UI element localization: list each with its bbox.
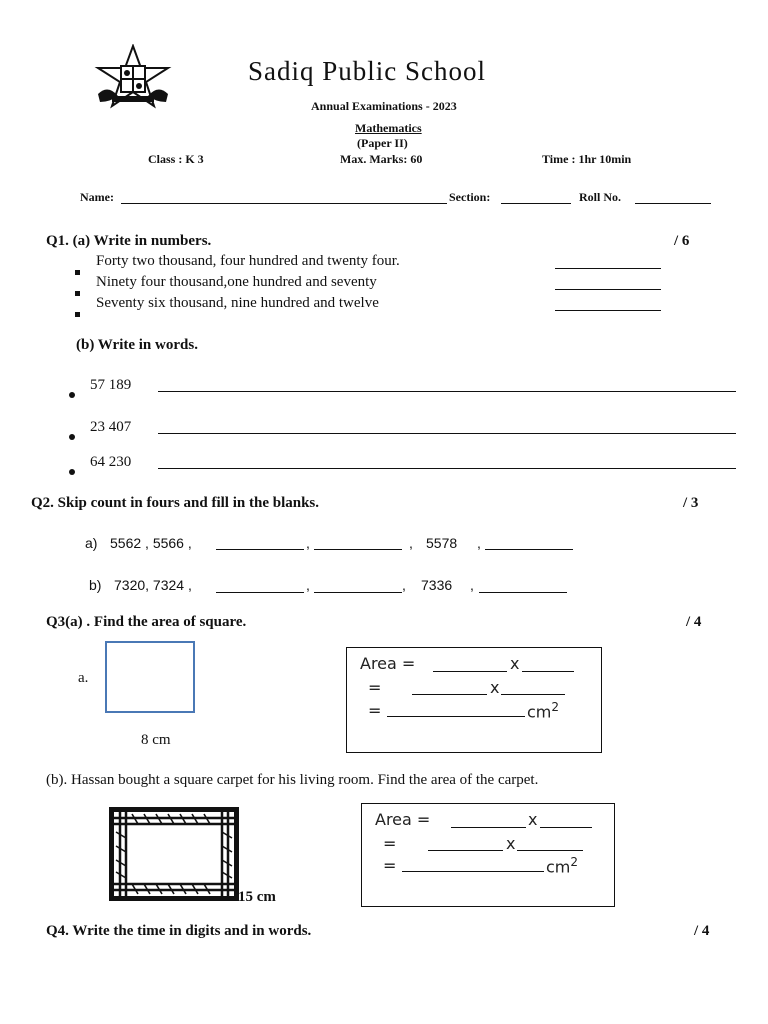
q2a-sep: , (409, 535, 413, 551)
formula-b-unit (546, 855, 578, 876)
q4-title: Q4. Write the time in digits and in words. (46, 923, 312, 939)
q2-marks: / 3 (683, 495, 699, 511)
formula-a-eq: = (368, 678, 382, 697)
q2a-label: a) (85, 535, 98, 551)
max-marks: Max. Marks: 60 (340, 152, 423, 166)
q1-item-1: Forty two thousand, four hundred and twenty four. (96, 253, 400, 269)
class-label: Class : K 3 (148, 152, 204, 166)
q1-answer-2[interactable] (555, 289, 661, 290)
formula-a-unit (527, 700, 559, 721)
formula-a-blank-1[interactable] (433, 671, 507, 672)
bullet-square (75, 302, 80, 321)
carpet-side-label: 15 cm (238, 889, 276, 905)
formula-a-blank-4[interactable] (501, 694, 565, 695)
formula-b-eq: = (383, 834, 397, 853)
unit-power: 2 (570, 855, 579, 869)
subject: Mathematics (355, 121, 422, 135)
formula-b-blank-3[interactable] (428, 850, 503, 851)
bullet-square (75, 281, 80, 300)
q2b-sep: , (306, 577, 310, 593)
formula-a-x: x (490, 678, 500, 697)
q3-title: Q3(a) . Find the area of square. (46, 614, 247, 630)
q2b-given: 7320, 7324 , (114, 577, 192, 593)
q1-marks: / 6 (674, 233, 690, 249)
q1b-item-2: 23 407 (90, 419, 132, 435)
q1-item-2: Ninety four thousand,one hundred and seventy (96, 274, 377, 290)
q1-title: Q1. (a) Write in numbers. (46, 233, 212, 249)
formula-a-x: x (510, 654, 520, 673)
q2b-blank-1[interactable] (216, 592, 304, 593)
name-field[interactable] (121, 203, 447, 204)
exam-title: Annual Examinations - 2023 (311, 99, 457, 113)
formula-a-blank-5[interactable] (387, 716, 525, 717)
bullet-dot (69, 383, 75, 402)
time-label: Time : 1hr 10min (542, 152, 632, 166)
formula-a-blank-3[interactable] (412, 694, 487, 695)
formula-b-blank-2[interactable] (540, 827, 592, 828)
formula-a-eq: = (368, 701, 382, 720)
q2b-label: b) (89, 577, 102, 593)
q1b-title: (b) Write in words. (76, 337, 198, 353)
name-label: Name: (80, 190, 114, 204)
q2b-sep: , (470, 577, 474, 593)
formula-b-area: Area = (375, 810, 431, 829)
square-side-label: 8 cm (141, 732, 171, 748)
q2a-blank-2[interactable] (314, 549, 402, 550)
q2b-blank-3[interactable] (479, 592, 567, 593)
paper: (Paper II) (357, 136, 408, 150)
q2b-blank-2[interactable] (314, 592, 402, 593)
roll-label: Roll No. (579, 190, 621, 204)
unit-power: 2 (551, 700, 560, 714)
school-logo (94, 44, 172, 110)
q1-item-3: Seventy six thousand, nine hundred and twelve (96, 295, 379, 311)
formula-a-area: Area = (360, 654, 416, 673)
bullet-dot (69, 460, 75, 479)
q1b-answer-3[interactable] (158, 468, 736, 469)
q1-answer-1[interactable] (555, 268, 661, 269)
section-label: Section: (449, 190, 491, 204)
q4-marks: / 4 (694, 923, 710, 939)
q2b-known: 7336 (421, 577, 453, 593)
formula-b-eq: = (383, 856, 397, 875)
q1b-item-1: 57 189 (90, 377, 132, 393)
q1b-answer-2[interactable] (158, 433, 736, 434)
unit-cm: cm (527, 702, 552, 722)
q2a-blank-3[interactable] (485, 549, 573, 550)
formula-b-blank-5[interactable] (402, 871, 544, 872)
q1b-item-3: 64 230 (90, 454, 132, 470)
q2a-known: 5578 (426, 535, 458, 551)
q2-title: Q2. Skip count in fours and fill in the blanks. (31, 495, 320, 511)
q3a-label: a. (78, 670, 89, 686)
q2b-sep: , (402, 577, 406, 593)
q2a-given: 5562 , 5566 , (110, 535, 192, 551)
q3b-text: (b). Hassan bought a square carpet for his living room. Find the area of the carpet. (46, 772, 539, 788)
q2a-sep: , (306, 535, 310, 551)
bullet-dot (69, 425, 75, 444)
q1-answer-3[interactable] (555, 310, 661, 311)
unit-cm: cm (546, 857, 571, 877)
formula-b-blank-1[interactable] (451, 827, 526, 828)
square-figure (105, 641, 195, 713)
formula-b-x: x (506, 834, 516, 853)
section-field[interactable] (501, 203, 571, 204)
q2a-blank-1[interactable] (216, 549, 304, 550)
q1b-answer-1[interactable] (158, 391, 736, 392)
formula-b-x: x (528, 810, 538, 829)
formula-a-blank-2[interactable] (522, 671, 574, 672)
carpet-figure (108, 806, 240, 902)
q3-marks: / 4 (686, 614, 702, 630)
formula-b-blank-4[interactable] (517, 850, 583, 851)
roll-field[interactable] (635, 203, 711, 204)
q2a-sep: , (477, 535, 481, 551)
school-name: Sadiq Public School (248, 56, 487, 86)
bullet-square (75, 260, 80, 279)
